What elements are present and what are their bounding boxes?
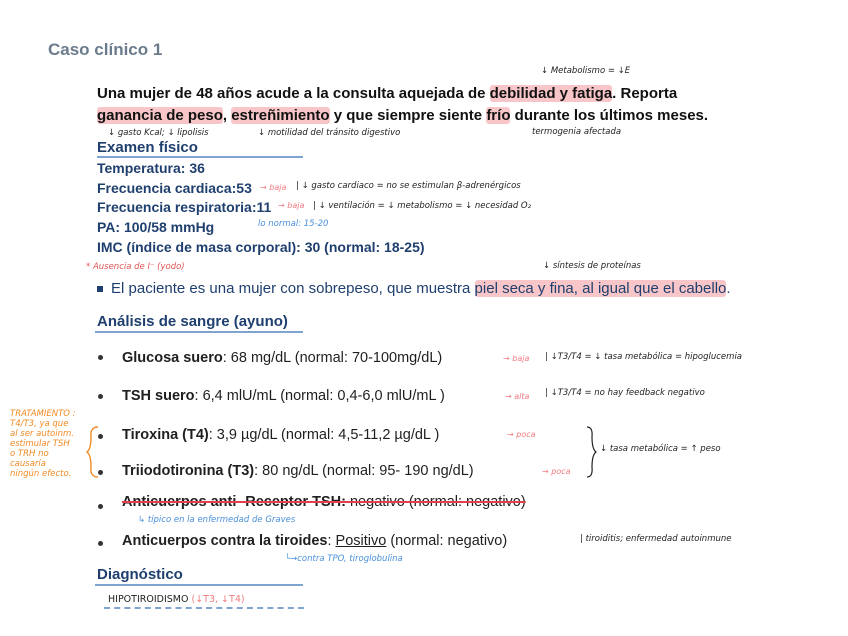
- labs-heading-underline: [95, 331, 303, 333]
- highlight-piel: piel seca y fina, al igual que el cabello: [474, 280, 727, 297]
- diagnosis-dashed-line: [104, 607, 304, 609]
- vital-temperature: Temperatura: 36: [97, 160, 205, 176]
- note-gasto: ↓ gasto Kcal; ↓ lipolisis: [108, 128, 209, 138]
- highlight-frio: frío: [486, 107, 511, 124]
- lab-trab: Anticuerpos anti- Receptor TSH: negativo (normal: negativo): [122, 494, 526, 510]
- diagnosis-text: HIPOTIROIDISMO (↓T3, ↓T4): [108, 594, 245, 605]
- highlight-peso: ganancia de peso: [97, 107, 223, 124]
- t3t4-brace-icon: [585, 425, 597, 479]
- vital-heart-rate: Frecuencia cardiaca:53: [97, 180, 252, 196]
- note-motilidad: ↓ motilidad del tránsito digestivo: [258, 128, 401, 138]
- bullet-dot: [98, 394, 103, 399]
- fr-note: | ↓ ventilación = ↓ metabolismo = ↓ necesidad O₂: [313, 201, 532, 211]
- fr-tag: → baja: [278, 201, 305, 210]
- diagnosis-heading: Diagnóstico: [97, 566, 183, 583]
- intro-line-1: Una mujer de 48 años acude a la consulta aquejada de debilidad y fatiga. Reporta: [97, 85, 678, 102]
- lab-glucose: Glucosa suero: 68 mg/dL (normal: 70-100mg/dL): [122, 350, 443, 366]
- vital-bmi: IMC (índice de masa corporal): 30 (normal: 18-25): [97, 239, 425, 255]
- treatment-note: TRATAMIENTO : T4/T3, ya que al ser autoinm. estimular TSH o TRH no causaría ningún efecto.: [10, 409, 76, 479]
- lab-antithyroid: Anticuerpos contra la tiroides: Positivo (normal: negativo): [122, 533, 508, 549]
- glucose-note: | ↓T3/T4 = ↓ tasa metabólica = hipoglucemia: [545, 352, 743, 362]
- page-title: Caso clínico 1: [48, 40, 163, 59]
- note-termogenia: termogenia afectada: [532, 127, 622, 137]
- fc-tag: → baja: [260, 183, 287, 192]
- bullet-dot: [98, 541, 103, 546]
- highlight-estrenimiento: estreñimiento: [231, 107, 330, 124]
- exam-heading: Examen físico: [97, 139, 198, 156]
- fr-normal-note: lo normal: 15-20: [258, 219, 329, 229]
- iodine-note: * Ausencia de I⁻ (yodo): [86, 262, 185, 272]
- anti-note: | tiroiditis; enfermedad autoinmune: [580, 534, 732, 544]
- bullet-dot: [98, 470, 103, 475]
- lab-t3: Triiodotironina (T3): 80 ng/dL (normal: 95- 190 ng/dL): [122, 463, 474, 479]
- tsh-tag: → alta: [505, 392, 530, 401]
- vital-blood-pressure: PA: 100/58 mmHg: [97, 219, 215, 235]
- square-bullet-icon: [97, 286, 103, 292]
- diagnosis-heading-underline: [95, 584, 303, 586]
- vital-respiratory-rate: Frecuencia respiratoria:11: [97, 199, 272, 215]
- exam-heading-underline: [97, 156, 303, 158]
- tsh-note: | ↓T3/T4 = no hay feedback negativo: [545, 388, 705, 398]
- highlight-debilidad: debilidad y fatiga: [489, 85, 613, 102]
- lab-tsh: TSH suero: 6,4 mlU/mL (normal: 0,4-6,0 mlU/mL ): [122, 388, 445, 404]
- trab-note: ↳ típico en la enfermedad de Graves: [138, 515, 296, 525]
- bullet-dot: [98, 434, 103, 439]
- t3-tag: → poca: [542, 467, 571, 476]
- t3t4-note: ↓ tasa metabólica = ↑ peso: [600, 444, 721, 454]
- labs-heading: Análisis de sangre (ayuno): [97, 313, 288, 330]
- t4-tag: → poca: [507, 430, 536, 439]
- note-metabolism: ↓ Metabolismo = ↓E: [541, 66, 631, 76]
- fc-note: | ↓ gasto cardiaco = no se estimulan β-adrenérgicos: [296, 181, 521, 191]
- lab-t4: Tiroxina (T4): 3,9 µg/dL (normal: 4,5-11,2 µg/dL ): [122, 427, 440, 443]
- glucose-tag: → baja: [503, 354, 530, 363]
- intro-line-2: ganancia de peso, estreñimiento y que siempre siente frío durante los últimos meses.: [97, 107, 709, 124]
- exam-bullet: El paciente es una mujer con sobrepeso, que muestra piel seca y fina, al igual que el cabello.: [97, 280, 731, 297]
- anti-sub-note: └→contra TPO, tiroglobulina: [285, 554, 403, 564]
- proteins-note: ↓ síntesis de proteínas: [543, 261, 641, 271]
- bullet-dot: [98, 355, 103, 360]
- bullet-dot: [98, 504, 103, 509]
